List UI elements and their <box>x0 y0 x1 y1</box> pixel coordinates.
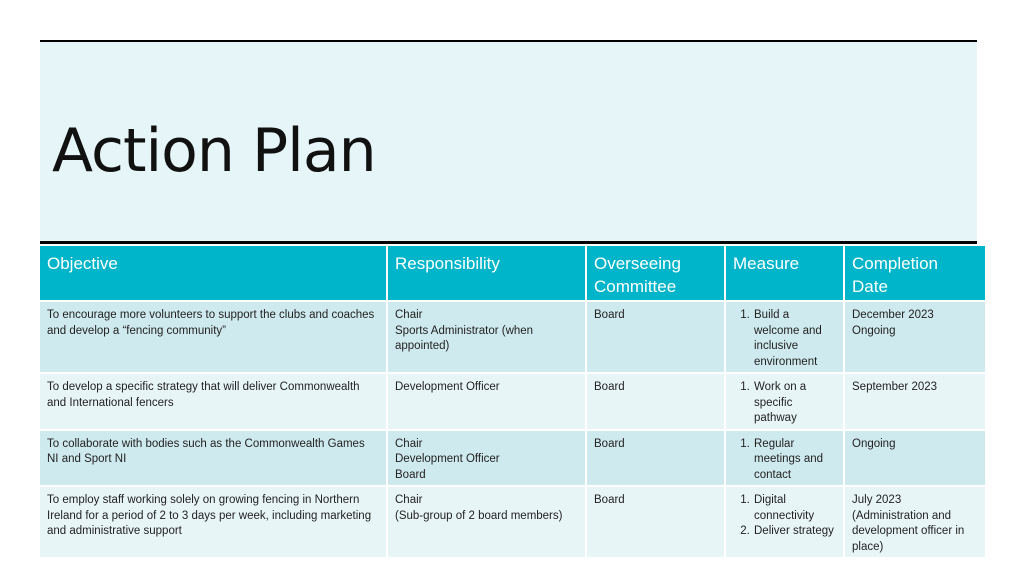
completion-line: December 2023 <box>852 309 934 321</box>
responsibility-cell <box>388 431 585 486</box>
objective-cell: To collaborate with bodies such as the Commonwealth Games NI and Sport NI <box>40 431 386 486</box>
measure-cell <box>726 431 843 486</box>
measure-list <box>733 308 836 370</box>
completion-line: July 2023 <box>852 494 902 506</box>
column-header-overseeing-committee: Overseeing Committee <box>587 246 724 300</box>
table-row <box>40 374 985 429</box>
responsibility-cell <box>388 302 585 372</box>
measure-item: 1. Regular meetings and contact <box>753 437 836 484</box>
completion-line: Ongoing <box>852 437 896 450</box>
responsibility-line: Chair <box>395 437 423 450</box>
column-header-responsibility: Responsibility <box>388 246 585 300</box>
committee-cell: Board <box>587 374 724 429</box>
measure-cell <box>726 374 843 429</box>
completion-cell <box>845 374 985 429</box>
slide-title: Action Plan <box>52 116 376 186</box>
action-plan-table <box>38 244 987 559</box>
objective-cell: To develop a specific strategy that will deliver Commonwealth and International fencers <box>40 374 386 429</box>
responsibility-line: Chair <box>395 494 423 506</box>
completion-line: Ongoing <box>852 324 896 337</box>
table-row <box>40 487 985 557</box>
measure-cell <box>726 487 843 557</box>
completion-cell <box>845 487 985 557</box>
responsibility-cell <box>388 487 585 557</box>
responsibility-line: Board <box>395 468 426 481</box>
completion-line: (Administration and development officer in place) <box>852 509 965 553</box>
responsibility-line: Chair <box>395 309 423 321</box>
measure-item: 2. Deliver strategy <box>753 524 836 540</box>
committee-cell: Board <box>587 487 724 557</box>
committee-cell: Board <box>587 302 724 372</box>
responsibility-line: (Sub-group of 2 board members) <box>395 509 563 522</box>
table-row <box>40 302 985 372</box>
measure-item: 1. Build a welcome and inclusive environment <box>753 308 836 370</box>
responsibility-cell <box>388 374 585 429</box>
column-header-completion-date: Completion Date <box>845 246 985 300</box>
responsibility-line: Sports Administrator (when appointed) <box>395 324 534 352</box>
completion-cell <box>845 431 985 486</box>
measure-list <box>733 437 836 484</box>
column-header-objective: Objective <box>40 246 386 300</box>
measure-item: 1. Work on a specific pathway <box>753 380 836 427</box>
completion-cell <box>845 302 985 372</box>
measure-list <box>733 493 836 540</box>
column-header-measure: Measure <box>726 246 843 300</box>
responsibility-line: Development Officer <box>395 453 500 465</box>
table-row <box>40 431 985 486</box>
objective-cell: To employ staff working solely on growing fencing in Northern Ireland for a period of 2 to 3 days per week, including marketing and administrative support <box>40 487 386 557</box>
objective-cell: To encourage more volunteers to support the clubs and coaches and develop a “fencing community” <box>40 302 386 372</box>
measure-item: 1. Digital connectivity <box>753 493 836 524</box>
measure-list <box>733 380 836 427</box>
title-band <box>40 40 977 244</box>
measure-cell <box>726 302 843 372</box>
table-header-row <box>40 246 985 300</box>
responsibility-line: Development Officer <box>395 381 500 393</box>
committee-cell: Board <box>587 431 724 486</box>
completion-line: September 2023 <box>852 381 938 393</box>
